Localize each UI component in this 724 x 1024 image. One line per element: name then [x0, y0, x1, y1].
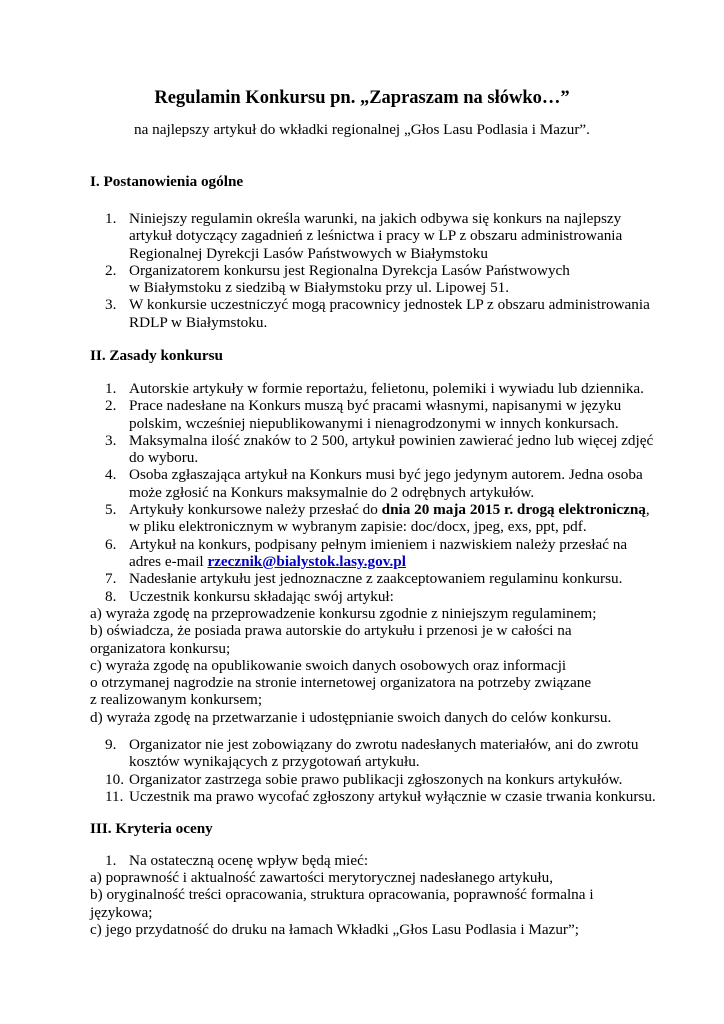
item-text-line: Osoba zgłaszająca artykuł na Konkurs musi być jego jedynym autorem. Jedna osoba: [129, 466, 643, 484]
item-text-line: Artykuł na konkurs, podpisany pełnym imieniem i nazwiskiem należy przesłać na: [129, 535, 628, 553]
item-text-line: Prace nadesłane na Konkurs muszą być pracami własnymi, napisanymi w języku: [129, 397, 622, 415]
item-text-line: Regionalnej Dyrekcji Lasów Państwowych w Białymstoku: [129, 244, 488, 262]
item-number: 10.: [105, 770, 124, 788]
sub-item-line: z realizowanym konkursem;: [90, 691, 263, 709]
item-text-line: polskim, wcześniej niepublikowanymi i nienagrodzonymi w innych konkursach.: [129, 414, 619, 432]
list-item: [105, 380, 665, 397]
sub-item-line: a) poprawność i aktualność zawartości merytorycznej nadesłanego artykułu,: [90, 869, 554, 886]
item-number: 1.: [105, 852, 117, 869]
item-number: 1.: [105, 380, 117, 397]
item-text-line: artykuł dotyczący zagadnień z leśnictwa i pracy w LP z obszaru administrowania: [129, 227, 623, 245]
item-text-line: Organizator nie jest zobowiązany do zwrotu nadesłanych materiałów, ani do zwrotu: [129, 736, 639, 753]
item-text: Artykuły konkursowe należy przesłać do: [129, 501, 382, 519]
sub-item-line: o otrzymanej nagrodzie na stronie internetowej organizatora na potrzeby związane: [90, 674, 592, 692]
list-item: [105, 736, 665, 771]
item-text-line: Maksymalna ilość znaków to 2 500, artykuł powinien zawierać jedno lub więcej zdjęć: [129, 431, 654, 449]
item-text-line: w Białymstoku z siedzibą w Białymstoku przy ul. Lipowej 51.: [129, 279, 510, 297]
document-subtitle: na najlepszy artykuł do wkładki regionalnej „Głos Lasu Podlasia i Mazur”.: [134, 121, 590, 138]
item-text: adres e-mail: [129, 552, 208, 570]
item-text-line: W konkursie uczestniczyć mogą pracownicy jednostek LP z obszaru administrowania: [129, 296, 650, 314]
section-2-list: [105, 380, 665, 605]
list-item: [105, 296, 665, 331]
section-3-list: [105, 852, 665, 869]
sub-item-line: b) oświadcza, że posiada prawa autorskie do artykułu i przenosi je w całości na: [90, 622, 572, 640]
sub-item-line: językowa;: [90, 903, 153, 921]
sub-item-line: d) wyraża zgodę na przetwarzanie i udostępnianie swoich danych do celów konkursu.: [90, 708, 612, 726]
list-item: [105, 262, 665, 297]
list-item: [105, 432, 665, 467]
item-number: 6.: [105, 535, 117, 553]
item-number: 1.: [105, 210, 117, 227]
item-text-line: Organizator zastrzega sobie prawo publikacji zgłoszonych na konkurs artykułów.: [129, 770, 623, 788]
item-number: 2.: [105, 397, 117, 415]
section-3-heading: III. Kryteria oceny: [90, 820, 213, 837]
sub-item-line: c) wyraża zgodę na opublikowanie swoich danych osobowych oraz informacji: [90, 656, 567, 674]
item-number: 7.: [105, 570, 117, 588]
item-number: 2.: [105, 261, 117, 279]
list-item: [105, 466, 665, 501]
list-item: [105, 397, 665, 432]
item-text-line: [129, 501, 665, 518]
list-item: [105, 570, 665, 587]
sub-item-line: b) oryginalność treści opracowania, struktura opracowania, poprawność formalna i: [90, 886, 594, 904]
item-text-line: Organizatorem konkursu jest Regionalna Dyrekcja Lasów Państwowych: [129, 261, 570, 279]
item-text: ,: [645, 501, 650, 519]
list-item: [105, 210, 665, 262]
sub-item-line: c) jego przydatność do druku na łamach Wkładki „Głos Lasu Podlasia i Mazur”;: [90, 920, 579, 938]
list-item: [105, 788, 665, 805]
item-number: 11.: [105, 787, 124, 805]
section-2-sublist: [90, 605, 665, 726]
list-item: [105, 501, 665, 536]
document-title: Regulamin Konkursu pn. „Zapraszam na słówko…”: [154, 88, 570, 108]
list-item: [105, 536, 665, 571]
item-text-line: do wyboru.: [129, 449, 199, 467]
item-text-line: w pliku elektronicznym w wybranym zapisie: doc/docx, jpeg, exs, ppt, pdf.: [129, 518, 587, 536]
list-item: [105, 588, 665, 605]
item-text-line: Niniejszy regulamin określa warunki, na jakich odbywa się konkurs na najlepszy: [129, 210, 622, 227]
item-text-line: Uczestnik ma prawo wycofać zgłoszony artykuł wyłącznie w czasie trwania konkursu.: [129, 787, 656, 805]
list-item: [105, 852, 665, 869]
section-3-sublist: [90, 869, 665, 938]
item-text-line: kosztów wynikających z przygotowań artykułu.: [129, 753, 420, 771]
section-2-list-continued: [105, 736, 665, 805]
item-text-line: Nadesłanie artykułu jest jednoznaczne z zaakceptowaniem regulaminu konkursu.: [129, 570, 623, 588]
item-number: 3.: [105, 296, 117, 314]
section-2-heading: II. Zasady konkursu: [90, 347, 223, 364]
deadline-text: dnia 20 maja 2015 r. drogą elektroniczną: [381, 501, 646, 519]
item-number: 4.: [105, 466, 117, 484]
sub-item-line: a) wyraża zgodę na przeprowadzenie konkursu zgodnie z niniejszym regulaminem;: [90, 605, 597, 622]
item-number: 5.: [105, 501, 117, 519]
section-1-list: [105, 210, 665, 331]
item-text-line: [129, 553, 665, 570]
email-link[interactable]: rzecznik@bialystok.lasy.gov.pl: [207, 552, 406, 570]
item-text-line: Na ostateczną ocenę wpływ będą mieć:: [129, 852, 369, 869]
item-text-line: Autorskie artykuły w formie reportażu, felietonu, polemiki i wywiadu lub dziennika.: [129, 380, 644, 397]
item-number: 3.: [105, 431, 117, 449]
list-item: [105, 771, 665, 788]
item-number: 9.: [105, 736, 117, 753]
section-1-heading: I. Postanowienia ogólne: [90, 173, 244, 190]
sub-item-line: organizatora konkursu;: [90, 639, 231, 657]
item-text-line: RDLP w Białymstoku.: [129, 313, 268, 331]
item-text-line: Uczestnik konkursu składając swój artykuł:: [129, 587, 394, 605]
item-text-line: może zgłosić na Konkurs maksymalnie do 2 odrębnych artykułów.: [129, 483, 535, 501]
item-number: 8.: [105, 587, 117, 605]
